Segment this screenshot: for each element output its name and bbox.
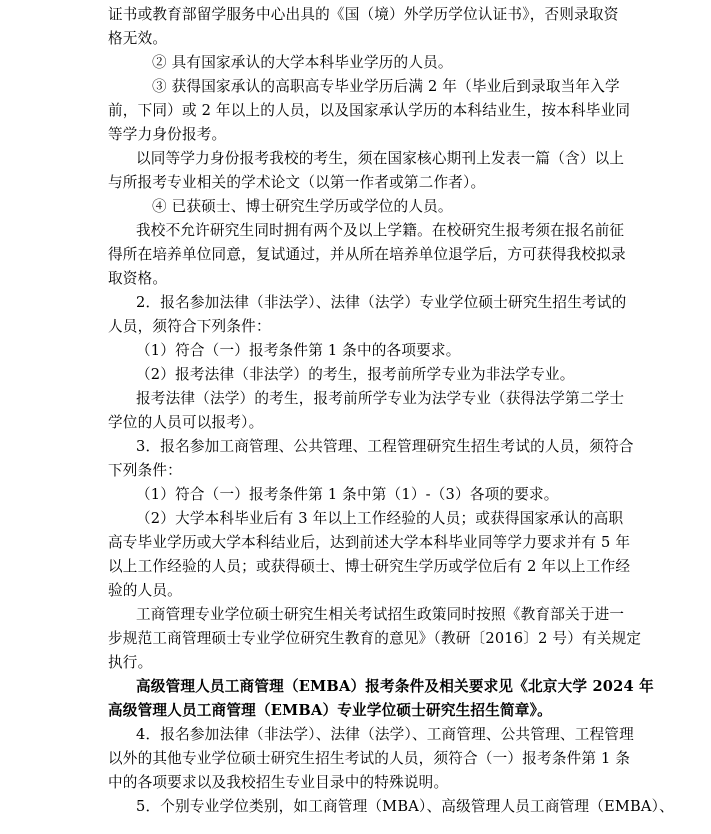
text-line: 学位的人员可以报考）。 bbox=[108, 414, 264, 431]
text-line: （2）报考法律（非法学）的考生，报考前所学专业为非法学专业。 bbox=[136, 366, 575, 383]
text-line: （1）符合（一）报考条件第 1 条中第（1）-（3）各项的要求。 bbox=[136, 486, 559, 503]
text-line: 报考法律（法学）的考生，报考前所学专业为法学专业（获得法学第二学士 bbox=[136, 390, 625, 407]
text-line: 人员，须符合下列条件： bbox=[108, 318, 271, 335]
text-line: （2）大学本科毕业后有 3 年以上工作经验的人员；或获得国家承认的高职 bbox=[136, 510, 624, 527]
text-line: 步规范工商管理硕士专业学位研究生教育的意见》（教研〔2016〕2 号）有关规定 bbox=[108, 630, 642, 647]
text-line: 3．报名参加工商管理、公共管理、工程管理研究生招生考试的人员，须符合 bbox=[136, 438, 634, 455]
text-line: 以同等学力身份报考我校的考生，须在国家核心期刊上发表一篇（含）以上 bbox=[136, 150, 625, 167]
text-line: 以上工作经验的人员；或获得硕士、博士研究生学历或学位后有 2 年以上工作经 bbox=[108, 558, 631, 575]
text-line: 工商管理专业学位硕士研究生相关考试招生政策同时按照《教育部关于进一 bbox=[136, 606, 625, 623]
text-line: ② 具有国家承认的大学本科毕业学历的人员。 bbox=[152, 54, 453, 71]
text-line: 证书或教育部留学服务中心出具的《国（境）外学历学位认证书》，否则录取资 bbox=[108, 6, 619, 23]
text-line: （1）符合（一）报考条件第 1 条中的各项要求。 bbox=[136, 342, 461, 359]
text-line: 高专毕业学历或大学本科结业后，达到前述大学本科毕业同等学力要求并有 5 年 bbox=[108, 534, 631, 551]
text-line: 前，下同）或 2 年以上的人员，以及国家承认学历的本科结业生，按本科毕业同 bbox=[108, 102, 631, 119]
text-line: 以外的其他专业学位硕士研究生招生考试的人员，须符合（一）报考条件第 1 条 bbox=[108, 750, 631, 767]
text-line: 得所在培养单位同意，复试通过，并从所在培养单位退学后，方可获得我校拟录 bbox=[108, 246, 626, 263]
text-line: 中的各项要求以及我校招生专业目录中的特殊说明。 bbox=[108, 774, 449, 791]
text-line: 验的人员。 bbox=[108, 582, 182, 599]
text-line: 4．报名参加法律（非法学）、法律（法学）、工商管理、公共管理、工程管理 bbox=[136, 726, 634, 743]
text-line-bold: 高级管理人员工商管理（EMBA）报考条件及相关要求见《北京大学 2024 年 bbox=[136, 678, 654, 695]
text-line: 5．个别专业学位类别，如工商管理（MBA）、高级管理人员工商管理（EMBA）、 bbox=[136, 798, 674, 815]
text-line: 格无效。 bbox=[108, 30, 168, 47]
text-line: 下列条件： bbox=[108, 462, 182, 479]
text-line: 与所报考专业相关的学术论文（以第一作者或第二作者）。 bbox=[108, 174, 486, 191]
text-line: 取资格。 bbox=[108, 270, 168, 287]
text-line: ④ 已获硕士、博士研究生学历或学位的人员。 bbox=[152, 198, 453, 215]
text-line: 2．报名参加法律（非法学）、法律（法学）专业学位硕士研究生招生考试的 bbox=[136, 294, 627, 311]
text-line-bold: 高级管理人员工商管理（EMBA）专业学位硕士研究生招生简章》。 bbox=[108, 702, 552, 719]
text-line: 执行。 bbox=[108, 654, 153, 671]
text-line: ③ 获得国家承认的高职高专毕业学历后满 2 年（毕业后到录取当年入学 bbox=[152, 78, 620, 95]
text-line: 等学力身份报考。 bbox=[108, 126, 227, 143]
text-line: 我校不允许研究生同时拥有两个及以上学籍。在校研究生报考须在报名前征 bbox=[136, 222, 625, 239]
